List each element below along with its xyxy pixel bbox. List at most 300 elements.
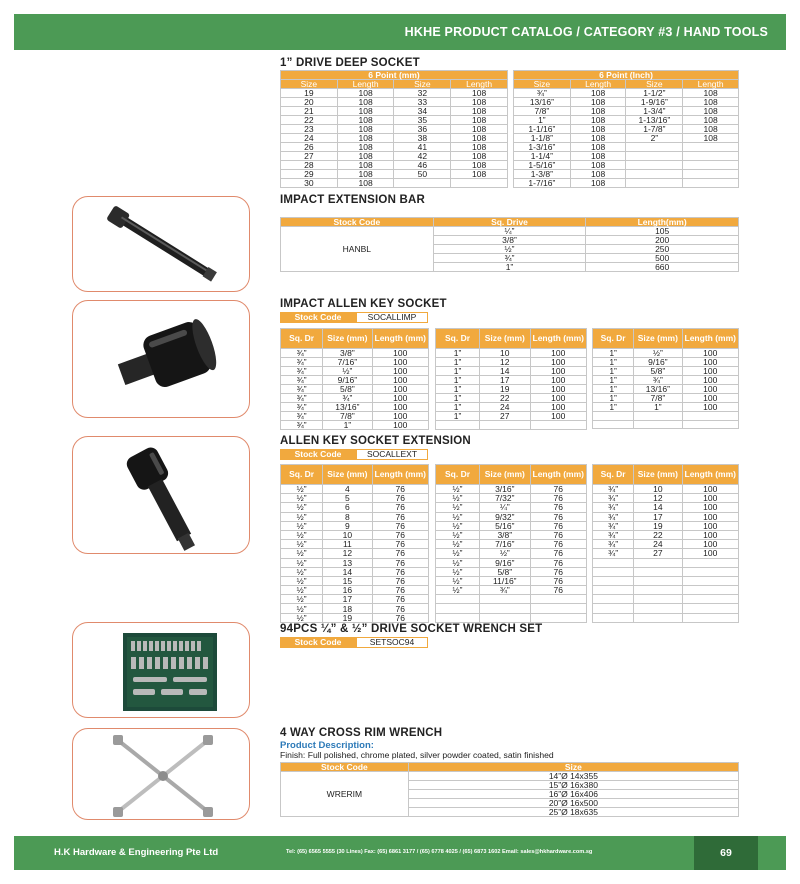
table-cell: 38 — [394, 134, 451, 143]
col-header: Size (mm) — [634, 465, 682, 485]
table-cell: 50 — [394, 170, 451, 179]
table-cell: 1” — [593, 349, 634, 358]
allen-extension-stock — [280, 449, 428, 460]
col-header: Sq. Dr — [436, 329, 480, 349]
table-cell: 76 — [530, 576, 586, 585]
table-cell: ½” — [281, 540, 323, 549]
table-cell — [593, 412, 634, 421]
table-cell: 27 — [634, 549, 682, 558]
table-cell: 9/16” — [480, 558, 530, 567]
table-cell: 16”Ø 16x406 — [408, 790, 738, 799]
table-cell: 27 — [480, 412, 530, 421]
table-cell: 108 — [451, 98, 508, 107]
table-cell — [626, 161, 683, 170]
table-cell: 9 — [323, 521, 372, 530]
table-cell: 108 — [570, 116, 626, 125]
table-cell: ¾” — [281, 349, 323, 358]
table-cell: 5/8” — [323, 385, 372, 394]
table-cell: ½” — [634, 349, 682, 358]
table-cell: ¾” — [281, 358, 323, 367]
table-row — [436, 586, 587, 595]
table-cell: 14”Ø 14x355 — [408, 772, 738, 781]
table-cell: 100 — [682, 349, 738, 358]
table-row — [281, 512, 429, 521]
extension-bar-image — [72, 196, 250, 292]
table-cell — [634, 613, 682, 622]
table-cell: 100 — [530, 385, 586, 394]
table-cell: 1-7/8” — [626, 125, 683, 134]
table-cell: 33 — [394, 98, 451, 107]
table-cell — [634, 576, 682, 585]
col-header: Sq. Dr — [593, 329, 634, 349]
table-cell — [683, 161, 739, 170]
table-cell: 14 — [634, 503, 682, 512]
table-cell: 76 — [530, 485, 586, 494]
table-cell: 24 — [281, 134, 338, 143]
table-cell: 108 — [683, 125, 739, 134]
table-cell: 100 — [682, 530, 738, 539]
table-cell: 1” — [514, 116, 571, 125]
stock-code-label: Stock Code — [280, 637, 356, 648]
table-cell: 7/16” — [323, 358, 372, 367]
table-cell — [634, 558, 682, 567]
table-cell: 100 — [530, 412, 586, 421]
table-cell: 23 — [281, 125, 338, 134]
table-cell: 32 — [394, 89, 451, 98]
product-description: Finish: Full polished, chrome plated, silver powder coated, satin finished — [280, 750, 554, 760]
product-description-label: Product Description: — [280, 740, 374, 751]
table-cell: 100 — [682, 394, 738, 403]
contact-info: Tel: (65) 6565 5555 (30 Lines) Fax: (65) 6861 3177 / (65) 6778 4025 / (65) 6873 1602 Email: sales@hkhardware.com.sg — [286, 849, 593, 855]
table-row — [436, 549, 587, 558]
table-cell: 34 — [394, 107, 451, 116]
table-cell: 76 — [530, 512, 586, 521]
col-header: Size — [394, 80, 451, 89]
table-row — [593, 567, 739, 576]
table-cell: 108 — [570, 89, 626, 98]
table-cell: 14 — [480, 367, 530, 376]
table-cell: 108 — [337, 116, 394, 125]
table-row — [281, 549, 429, 558]
col-header: Size (mm) — [323, 329, 372, 349]
col-header: Size — [408, 763, 738, 772]
table-cell: 13/16” — [634, 385, 682, 394]
table-cell: 76 — [372, 576, 428, 585]
table-cell: 108 — [337, 98, 394, 107]
table-cell: 100 — [682, 485, 738, 494]
table-cell: 9/32” — [480, 512, 530, 521]
allen-extension-title: ALLEN KEY SOCKET EXTENSION — [280, 435, 471, 447]
table-cell: 22 — [634, 530, 682, 539]
socket-set-image — [72, 622, 250, 718]
table-cell: 46 — [394, 161, 451, 170]
table-cell: 76 — [372, 558, 428, 567]
table-cell: 35 — [394, 116, 451, 125]
table-row — [436, 512, 587, 521]
table-cell: ½” — [281, 558, 323, 567]
table-cell — [683, 170, 739, 179]
col-header: Length — [451, 80, 508, 89]
table-cell: ¾” — [281, 367, 323, 376]
table-cell: 100 — [530, 367, 586, 376]
stock-code-value: SOCALLIMP — [356, 312, 428, 323]
table-cell — [682, 595, 738, 604]
table-cell: 108 — [451, 161, 508, 170]
table-row — [593, 576, 739, 585]
table-cell: 100 — [372, 412, 428, 421]
table-cell — [451, 179, 508, 188]
table-cell: 22 — [281, 116, 338, 125]
footer-bar — [14, 836, 786, 870]
table-cell: 76 — [530, 567, 586, 576]
table-cell: 8 — [323, 512, 372, 521]
table-cell — [593, 576, 634, 585]
table-cell: 100 — [682, 549, 738, 558]
table-cell — [593, 420, 634, 429]
table-cell — [682, 558, 738, 567]
col-header: Size — [626, 80, 683, 89]
table-cell: 108 — [451, 143, 508, 152]
table-row — [436, 412, 587, 421]
table-row — [593, 403, 739, 412]
table-cell — [530, 604, 586, 613]
table-cell: ½” — [436, 558, 480, 567]
table-cell: 3/8” — [323, 349, 372, 358]
table-cell: 12 — [480, 358, 530, 367]
table-cell: 7/8” — [634, 394, 682, 403]
stock-code-cell: HANBL — [281, 227, 434, 272]
table-row — [436, 558, 587, 567]
table-cell: 108 — [570, 125, 626, 134]
table-cell: 1-9/16” — [626, 98, 683, 107]
table-row — [593, 412, 739, 421]
table-row — [281, 613, 429, 622]
table-row — [281, 421, 429, 430]
col-header: Sq. Dr — [281, 329, 323, 349]
table-cell — [682, 613, 738, 622]
table-cell — [634, 567, 682, 576]
table-cell: 76 — [530, 503, 586, 512]
table-cell: ½” — [323, 367, 372, 376]
table-cell: 1-3/8” — [514, 170, 571, 179]
table-cell: 76 — [530, 521, 586, 530]
table-cell: 108 — [451, 152, 508, 161]
table-cell: 21 — [281, 107, 338, 116]
table-cell: 100 — [372, 367, 428, 376]
table-row — [281, 503, 429, 512]
table-cell — [683, 179, 739, 188]
table-cell: ½” — [436, 549, 480, 558]
table-row — [281, 604, 429, 613]
table-row — [593, 549, 739, 558]
extension-bar-title: IMPACT EXTENSION BAR — [280, 194, 425, 206]
table-cell: 7/8” — [514, 107, 571, 116]
col-header: Length (mm) — [372, 329, 428, 349]
table-cell: 100 — [372, 376, 428, 385]
table-cell: 17 — [323, 595, 372, 604]
table-cell: 7/16” — [480, 540, 530, 549]
table-cell: 100 — [682, 358, 738, 367]
table-cell — [593, 595, 634, 604]
stock-code-value: SOCALLEXT — [356, 449, 428, 460]
table-cell: 76 — [372, 595, 428, 604]
table-cell: 1-1/16” — [514, 125, 571, 134]
col-header: Size (mm) — [634, 329, 682, 349]
table-cell: ¾” — [281, 394, 323, 403]
table-cell — [626, 143, 683, 152]
table-cell: ¾” — [514, 89, 571, 98]
table-cell: 24 — [634, 540, 682, 549]
table-cell: 108 — [451, 125, 508, 134]
table-cell: 36 — [394, 125, 451, 134]
table-cell: ½” — [281, 613, 323, 622]
table-cell: 1” — [436, 367, 480, 376]
table-cell: 5/8” — [634, 367, 682, 376]
table-cell: 42 — [394, 152, 451, 161]
table-cell: 100 — [372, 385, 428, 394]
table-cell: 20 — [281, 98, 338, 107]
table-cell — [436, 421, 480, 430]
table-cell: ½” — [436, 521, 480, 530]
table-row — [281, 170, 508, 179]
table-cell: 100 — [530, 349, 586, 358]
table-cell: 108 — [337, 125, 394, 134]
table-row — [593, 503, 739, 512]
table-cell: ¾” — [281, 403, 323, 412]
table-cell: ½” — [281, 485, 323, 494]
table-cell: 6 — [323, 503, 372, 512]
table-cell: 108 — [683, 89, 739, 98]
col-header: Stock Code — [281, 218, 434, 227]
table-cell — [634, 586, 682, 595]
table-cell: ½” — [281, 530, 323, 539]
table-cell: 5 — [323, 494, 372, 503]
table-cell — [530, 595, 586, 604]
rim-wrench-table — [280, 762, 739, 817]
table-row — [281, 179, 508, 188]
table-cell: ½” — [480, 549, 530, 558]
table-row — [436, 604, 587, 613]
table-cell: ¾” — [281, 376, 323, 385]
table-cell: 76 — [530, 558, 586, 567]
table-cell — [634, 412, 682, 421]
table-cell — [682, 420, 738, 429]
table-cell: 15”Ø 16x380 — [408, 781, 738, 790]
table-cell: 108 — [570, 179, 626, 188]
table-cell: 19 — [323, 613, 372, 622]
table-cell: 13 — [323, 558, 372, 567]
table-cell: 1” — [436, 385, 480, 394]
table-cell: ¾” — [323, 394, 372, 403]
table-cell: 1” — [433, 263, 586, 272]
col-header: Sq. Drive — [433, 218, 586, 227]
table-cell: 200 — [586, 236, 739, 245]
table-cell: ¾” — [281, 421, 323, 430]
extension-bar-table — [280, 217, 739, 272]
table-cell: 1” — [436, 376, 480, 385]
table-cell: ½” — [281, 595, 323, 604]
table-cell: 108 — [451, 116, 508, 125]
group-header: 6 Point (mm) — [281, 71, 508, 80]
table-row — [593, 595, 739, 604]
col-header: Length (mm) — [682, 465, 738, 485]
table-cell: 100 — [530, 394, 586, 403]
col-header: Length(mm) — [586, 218, 739, 227]
table-cell: 76 — [372, 521, 428, 530]
deep-socket-title: 1” DRIVE DEEP SOCKET — [280, 57, 420, 69]
table-cell — [480, 613, 530, 622]
table-cell — [634, 420, 682, 429]
table-cell: 660 — [586, 263, 739, 272]
table-cell: 29 — [281, 170, 338, 179]
table-cell: 1-1/8” — [514, 134, 571, 143]
table-cell: 108 — [451, 89, 508, 98]
table-cell: 7/32” — [480, 494, 530, 503]
table-cell: ½” — [436, 512, 480, 521]
col-header: Length — [570, 80, 626, 89]
table-cell: ½” — [436, 494, 480, 503]
table-cell — [593, 567, 634, 576]
table-cell: ½” — [433, 245, 586, 254]
allen-socket-title: IMPACT ALLEN KEY SOCKET — [280, 298, 447, 310]
table-cell: 108 — [570, 98, 626, 107]
table-cell: 76 — [530, 586, 586, 595]
table-row — [436, 613, 587, 622]
table-cell: 76 — [530, 549, 586, 558]
table-cell: 76 — [530, 494, 586, 503]
table-cell: ½” — [436, 485, 480, 494]
table-row — [436, 595, 587, 604]
table-cell: ¾” — [593, 521, 634, 530]
table-cell: 17 — [480, 376, 530, 385]
table-cell: 500 — [586, 254, 739, 263]
table-cell: 108 — [683, 107, 739, 116]
table-cell: 108 — [451, 134, 508, 143]
table-cell: 100 — [530, 376, 586, 385]
table-cell: 108 — [570, 143, 626, 152]
table-cell: ¾” — [593, 540, 634, 549]
allen-extension-table-2 — [435, 464, 587, 623]
col-header: Size — [514, 80, 571, 89]
table-cell: 76 — [372, 503, 428, 512]
table-row — [593, 586, 739, 595]
col-header: Size (mm) — [480, 329, 530, 349]
table-cell: 76 — [372, 604, 428, 613]
table-row — [436, 567, 587, 576]
table-cell — [480, 604, 530, 613]
table-row — [593, 604, 739, 613]
table-cell: 19 — [634, 521, 682, 530]
table-cell: 108 — [683, 134, 739, 143]
allen-socket-table-3 — [592, 328, 739, 429]
table-cell: 1” — [593, 376, 634, 385]
col-header: Length (mm) — [530, 329, 586, 349]
col-header: Length — [683, 80, 739, 89]
table-cell: ¾” — [593, 512, 634, 521]
table-cell — [683, 143, 739, 152]
table-cell: 108 — [683, 116, 739, 125]
table-cell: 3/8” — [433, 236, 586, 245]
table-cell: ¾” — [593, 494, 634, 503]
table-cell: 19 — [480, 385, 530, 394]
table-cell: 76 — [372, 586, 428, 595]
table-cell — [530, 421, 586, 430]
table-cell: 1-3/4” — [626, 107, 683, 116]
table-cell: 108 — [570, 170, 626, 179]
table-cell: 1” — [593, 385, 634, 394]
table-cell: ¾” — [281, 385, 323, 394]
table-cell: ¾” — [593, 530, 634, 539]
table-cell: 76 — [372, 485, 428, 494]
table-cell: ¾” — [593, 549, 634, 558]
table-cell: 100 — [682, 367, 738, 376]
table-cell: 10 — [323, 530, 372, 539]
table-cell: 28 — [281, 161, 338, 170]
table-cell: 10 — [634, 485, 682, 494]
table-cell: 76 — [372, 494, 428, 503]
table-cell: 13/16” — [323, 403, 372, 412]
table-cell — [634, 595, 682, 604]
table-cell: ¾” — [433, 254, 586, 263]
table-cell: 76 — [372, 540, 428, 549]
table-row — [593, 613, 739, 622]
table-cell: 100 — [372, 349, 428, 358]
table-cell: 100 — [530, 403, 586, 412]
stock-code-label: Stock Code — [280, 312, 356, 323]
table-row — [281, 567, 429, 576]
table-cell: 3/8” — [480, 530, 530, 539]
header-bar — [14, 14, 786, 50]
table-cell: 41 — [394, 143, 451, 152]
table-cell: 108 — [451, 170, 508, 179]
table-cell: 100 — [372, 403, 428, 412]
table-cell: 100 — [682, 521, 738, 530]
table-cell — [626, 170, 683, 179]
stock-code-value: SETSOC94 — [356, 637, 428, 648]
table-cell: 76 — [372, 567, 428, 576]
table-cell — [682, 412, 738, 421]
table-row — [514, 179, 739, 188]
table-cell: 76 — [372, 613, 428, 622]
table-cell: ¾” — [593, 485, 634, 494]
table-cell: 108 — [337, 89, 394, 98]
col-header: Length (mm) — [372, 465, 428, 485]
table-cell — [593, 604, 634, 613]
table-cell — [530, 613, 586, 622]
table-cell: 12 — [634, 494, 682, 503]
company-name: H.K Hardware & Engineering Pte Ltd — [54, 847, 219, 858]
table-cell: ¾” — [593, 503, 634, 512]
rim-wrench-image — [72, 728, 250, 820]
table-cell: ½” — [436, 530, 480, 539]
allen-extension-image — [72, 436, 250, 554]
table-cell: 100 — [682, 385, 738, 394]
table-cell: 1-5/16” — [514, 161, 571, 170]
table-cell: ½” — [281, 512, 323, 521]
table-cell — [593, 613, 634, 622]
table-cell: 105 — [586, 227, 739, 236]
table-cell — [682, 604, 738, 613]
table-cell: 12 — [323, 549, 372, 558]
table-cell — [682, 586, 738, 595]
table-cell: 1” — [436, 403, 480, 412]
table-cell: 1” — [593, 394, 634, 403]
table-cell: 76 — [530, 540, 586, 549]
allen-socket-stock — [280, 312, 428, 323]
table-cell: ½” — [436, 540, 480, 549]
table-cell: ¾” — [480, 586, 530, 595]
table-cell: 5/8” — [480, 567, 530, 576]
